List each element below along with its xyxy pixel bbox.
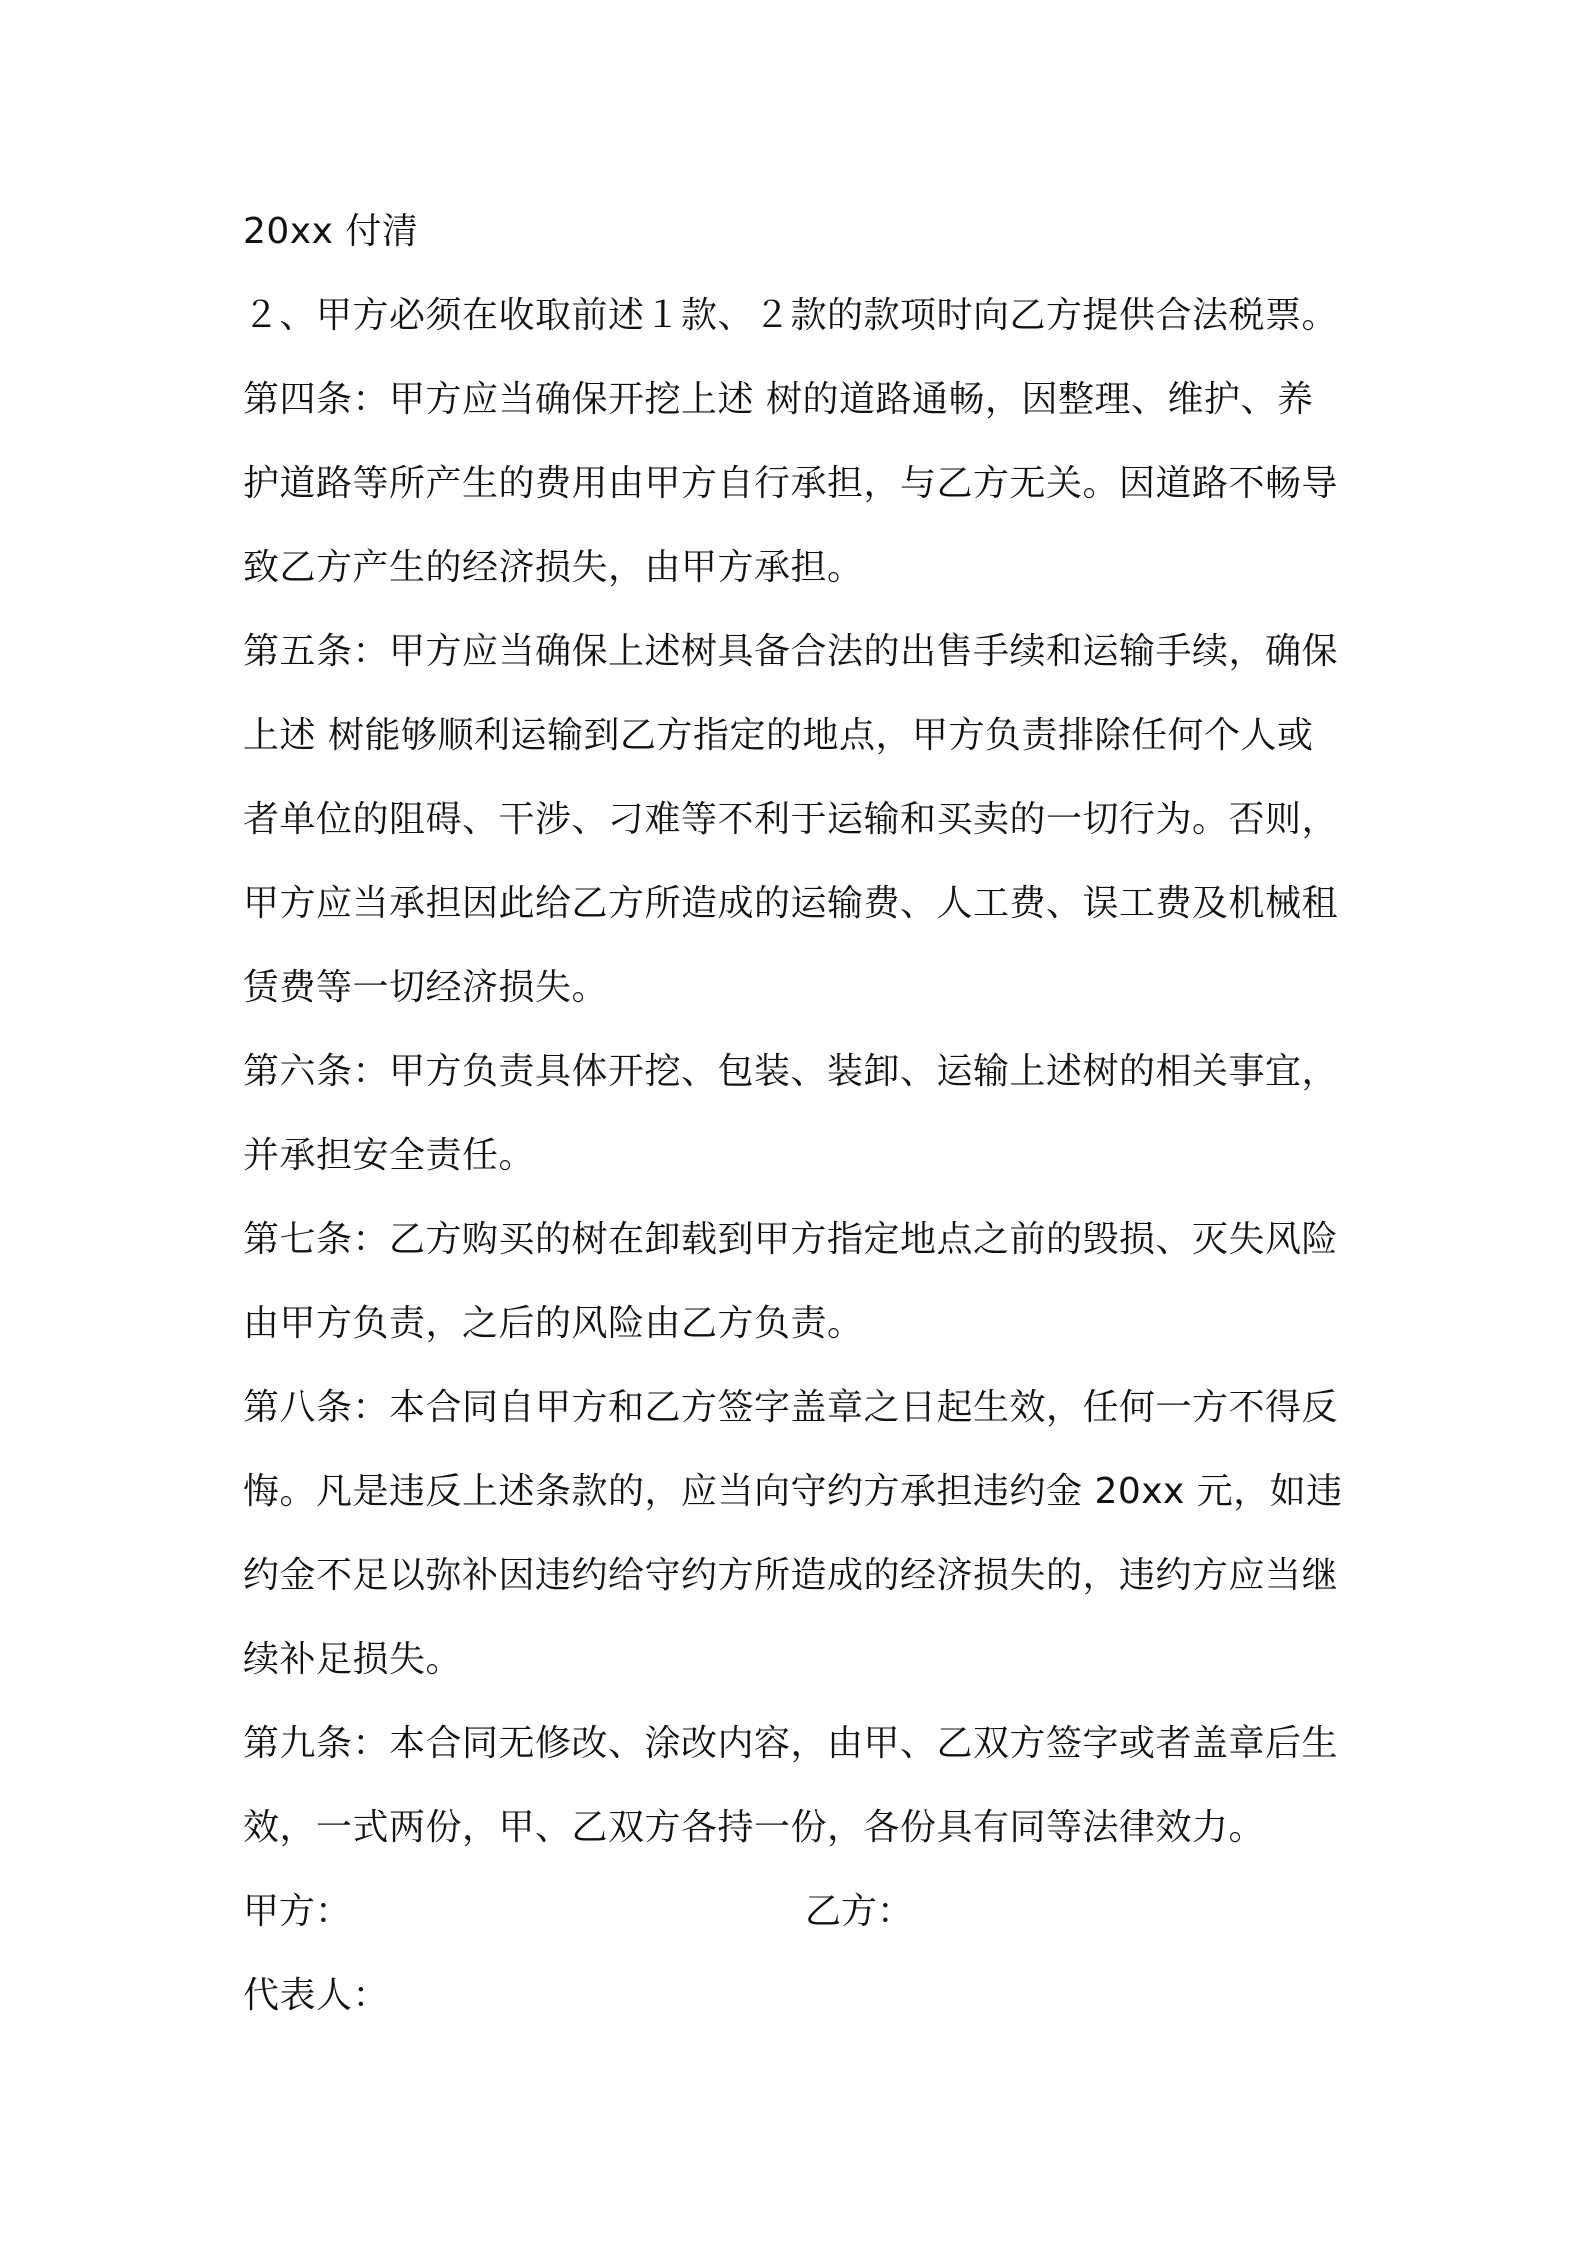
- text-line-17: 约金不足以弥补因违约给守约方所造成的经济损失的，违约方应当继: [243, 1555, 1339, 1596]
- text-line-6: 第五条：甲方应当确保上述树具备合法的出售手续和运输手续，确保: [243, 631, 1339, 672]
- text-line-8: 者单位的阻碍、干涉、刁难等不利于运输和买卖的一切行为。否则，: [243, 799, 1339, 840]
- text-line-13: 第七条：乙方购买的树在卸载到甲方指定地点之前的毁损、灭失风险: [243, 1219, 1339, 1260]
- text-line-19: 第九条：本合同无修改、涂改内容，由甲、乙双方签字或者盖章后生: [243, 1723, 1339, 1764]
- party-b-label: 乙方：: [805, 1891, 914, 1932]
- text-line-18: 续补足损失。: [243, 1639, 463, 1680]
- text-line-15: 第八条：本合同自甲方和乙方签字盖章之日起生效，任何一方不得反: [243, 1387, 1339, 1428]
- text-line-9: 甲方应当承担因此给乙方所造成的运输费、人工费、误工费及机械租: [243, 883, 1339, 924]
- text-line-14: 由甲方负责，之后的风险由乙方负责。: [243, 1303, 864, 1344]
- text-line-2: ２、甲方必须在收取前述１款、２款的款项时向乙方提供合法税票。: [243, 295, 1339, 336]
- representative-label: 代表人：: [243, 1975, 390, 2016]
- document-page: [243, 190, 1361, 2038]
- signature-row: [243, 1870, 1361, 1954]
- text-line-4: 护道路等所产生的费用由甲方自行承担，与乙方无关。因道路不畅导: [243, 463, 1339, 504]
- text-line-20: 效，一式两份，甲、乙双方各持一份，各份具有同等法律效力。: [243, 1807, 1266, 1848]
- text-line-11: 第六条：甲方负责具体开挖、包装、装卸、运输上述树的相关事宜，: [243, 1051, 1339, 1092]
- text-line-7: 上述 树能够顺利运输到乙方指定的地点，甲方负责排除任何个人或: [243, 715, 1314, 756]
- text-line-5: 致乙方产生的经济损失，由甲方承担。: [243, 547, 864, 588]
- text-line-12: 并承担安全责任。: [243, 1135, 536, 1176]
- text-line-10: 赁费等一切经济损失。: [243, 967, 609, 1008]
- text-line-3: 第四条：甲方应当确保开挖上述 树的道路通畅，因整理、维护、养: [243, 379, 1314, 420]
- text-line-1: 20xx 付清: [243, 211, 419, 252]
- text-line-16: 悔。凡是违反上述条款的，应当向守约方承担违约金 20xx 元，如违: [243, 1471, 1343, 1512]
- party-a-label: 甲方：: [243, 1891, 352, 1932]
